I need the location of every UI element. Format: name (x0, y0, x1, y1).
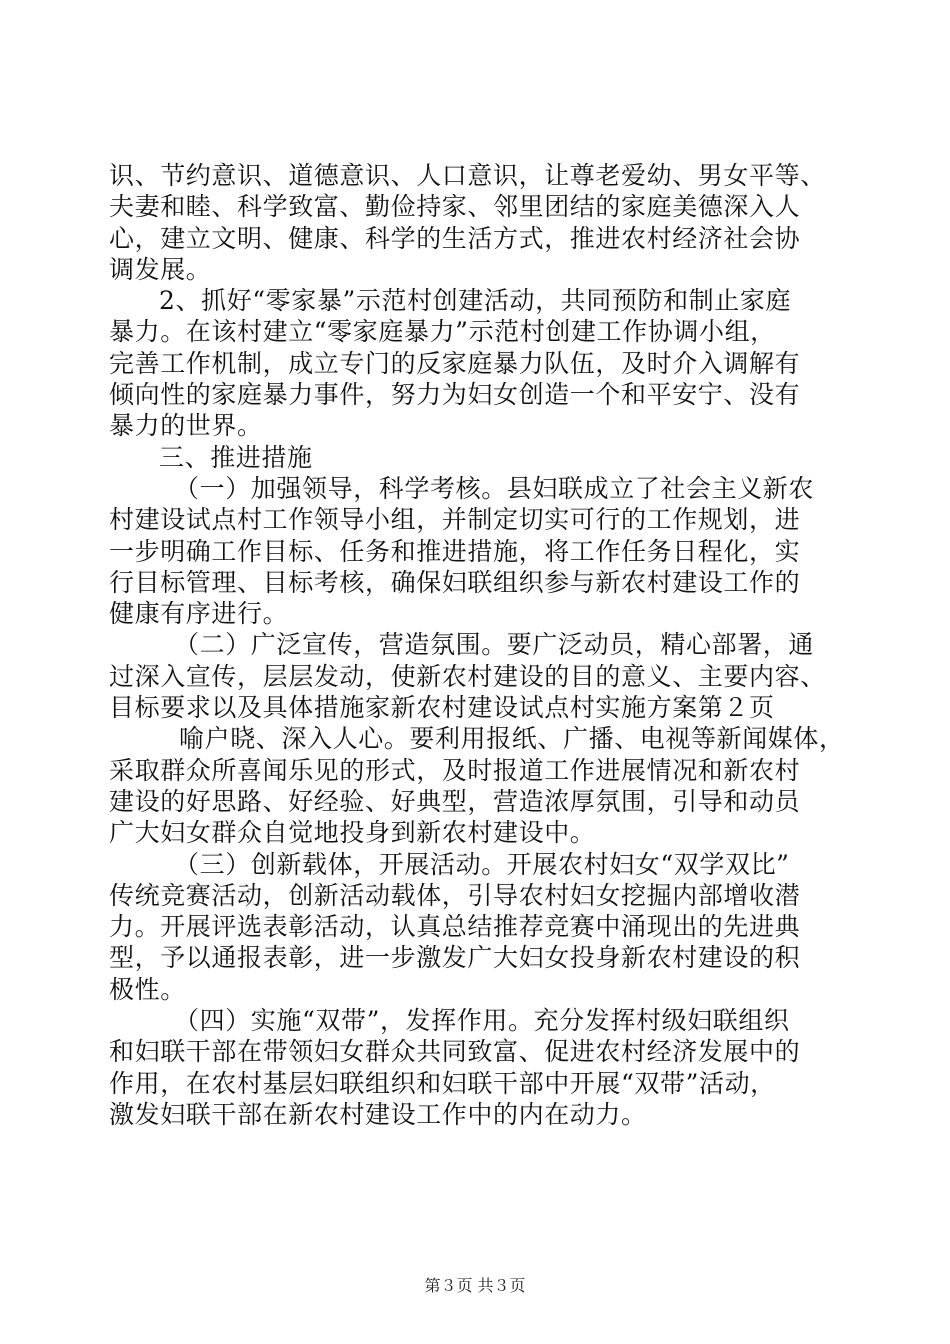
text-line: 暴力的世界。 (109, 411, 263, 441)
text-line: 传统竞赛活动，创新活动载体，引导农村妇女挖掘内部增收潜 (109, 880, 801, 910)
paragraph-start-line: （三）创新载体，开展活动。开展农村妇女“双学双比” (174, 849, 790, 879)
page-footer: 第３页 共３页 (424, 1276, 526, 1295)
paragraph-start-line: 2、抓好“零家暴”示范村创建活动，共同预防和制止家庭 (159, 286, 792, 316)
text-line: 激发妇联干部在新农村建设工作中的内在动力。 (109, 1099, 647, 1129)
text-line: 行目标管理、目标考核，确保妇联组织参与新农村建设工作的 (109, 567, 801, 597)
body-text (109, 160, 849, 1130)
paragraph-start-line: （一）加强领导，科学考核。县妇联成立了社会主义新农 (174, 473, 815, 503)
text-line: 极性。 (109, 974, 186, 1004)
paragraph-start-line: 喻户晓、深入人心。要利用报纸、广播、电视等新闻媒体， (179, 724, 845, 754)
text-line: 和妇联干部在带领妇女群众共同致富、促进农村经济发展中的 (109, 1037, 801, 1067)
text-line: 健康有序进行。 (109, 599, 289, 629)
paragraph-start-line: （二）广泛宣传，营造氛围。要广泛动员，精心部署，通 (174, 630, 815, 660)
text-line: 作用，在农村基层妇联组织和妇联干部中开展“双带”活动， (109, 1068, 776, 1098)
text-line: 一步明确工作目标、任务和推进措施，将工作任务日程化，实 (109, 536, 801, 566)
text-line: 夫妻和睦、科学致富、勤俭持家、邻里团结的家庭美德深入人 (109, 192, 801, 222)
text-line: 识、节约意识、道德意识、人口意识，让尊老爱幼、男女平等、 (109, 161, 826, 190)
text-line: 调发展。 (109, 254, 212, 284)
text-line: 完善工作机制，成立专门的反家庭暴力队伍，及时介入调解有 (109, 348, 801, 378)
text-line: 型，予以通报表彰，进一步激发广大妇女投身新农村建设的积 (109, 943, 801, 973)
text-line: 倾向性的家庭暴力事件，努力为妇女创造一个和平安宁、没有 (109, 380, 801, 410)
section-heading: 三、推进措施 (159, 442, 313, 472)
text-line: 目标要求以及具体措施家新农村建设试点村实施方案第２页 (109, 693, 775, 723)
text-line: 心，建立文明、健康、科学的生活方式，推进农村经济社会协 (109, 223, 801, 253)
paragraph-start-line: （四）实施“双带”，发挥作用。充分发挥村级妇联组织 (174, 1006, 790, 1036)
text-line: 广大妇女群众自觉地投身到新农村建设中。 (109, 818, 596, 848)
text-line: 暴力。在该村建立“零家庭暴力”示范村创建工作协调小组， (109, 317, 776, 347)
text-line: 建设的好思路、好经验、好典型，营造浓厚氛围，引导和动员 (109, 786, 801, 816)
text-line: 采取群众所喜闻乐见的形式，及时报道工作进展情况和新农村 (109, 755, 801, 785)
text-line: 力。开展评选表彰活动，认真总结推荐竞赛中涌现出的先进典 (109, 912, 801, 942)
text-line: 过深入宣传，层层发动，使新农村建设的目的意义、主要内容、 (109, 661, 826, 691)
text-line: 村建设试点村工作领导小组，并制定切实可行的工作规划，进 (109, 505, 801, 535)
